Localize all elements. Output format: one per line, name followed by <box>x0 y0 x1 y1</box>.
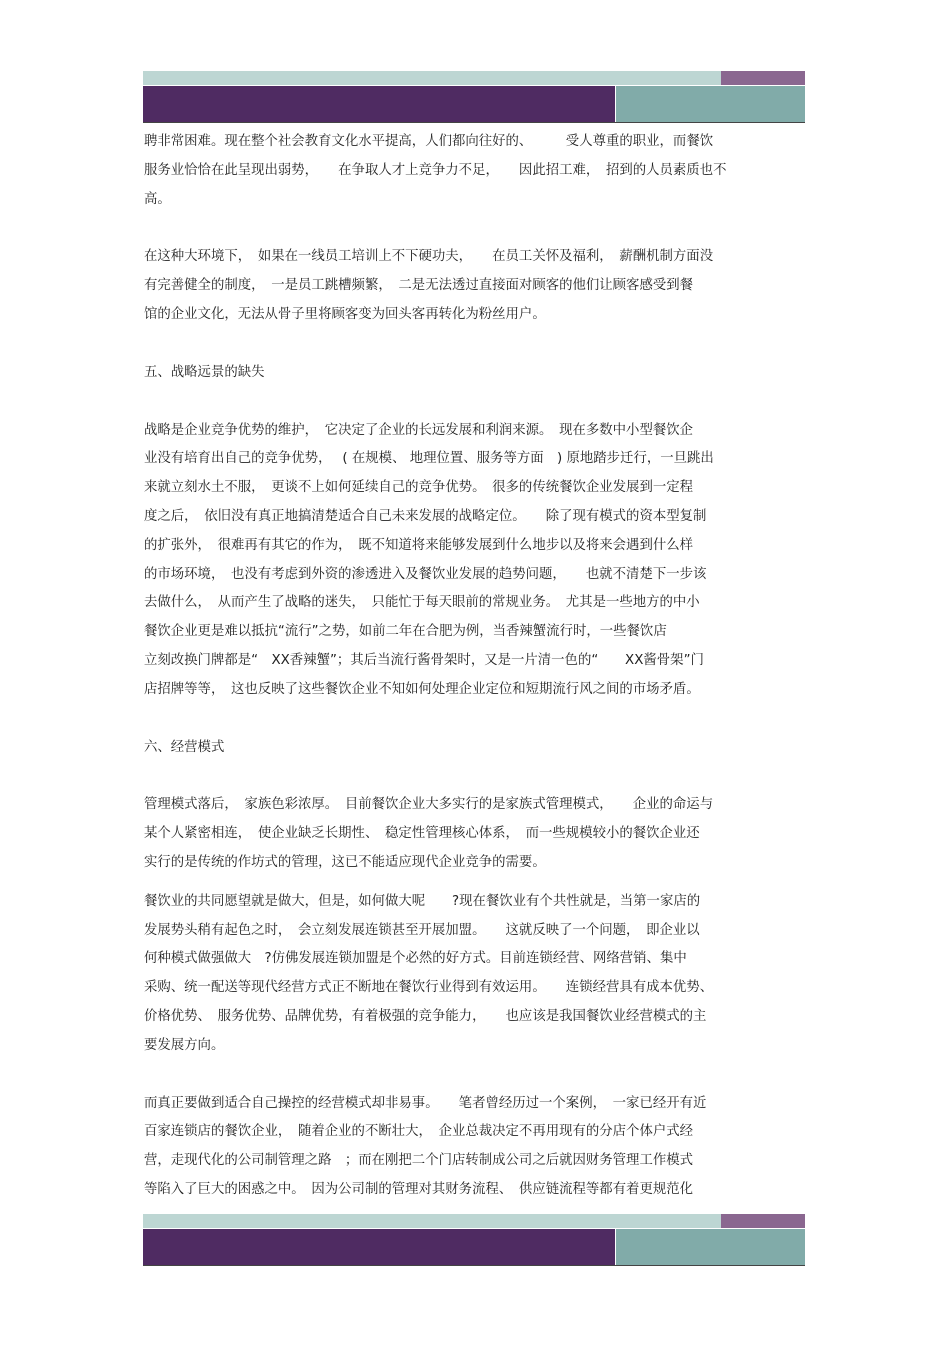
text-line: 度之后， 依旧没有真正地搞清楚适合自己未来发展的战略定位。 除了现有模式的资本型复制 <box>144 508 707 524</box>
paragraph <box>144 888 806 1061</box>
header-teal-block <box>616 86 805 122</box>
text-line: 高。 <box>144 191 171 207</box>
text-line: 某个人紧密相连， 使企业缺乏长期性、 稳定性管理核心体系， 而一些规模较小的餐饮企业还 <box>144 826 700 842</box>
text-line: 实行的是传统的作坊式的管理，这已不能适应现代企业竞争的需要。 <box>144 854 546 870</box>
text-line: 战略是企业竞争优势的维护， 它决定了企业的长远发展和利润来源。 现在多数中小型餐饮企 <box>144 422 694 438</box>
text-line: 采购、统一配送等现代经营方式正不断地在餐饮行业得到有效运用。 连锁经营具有成本优势、 <box>144 980 714 996</box>
header-purple-tab <box>721 71 805 85</box>
footer-rule <box>143 1265 805 1266</box>
header-purple-block <box>143 86 615 122</box>
header-light-strip <box>143 71 721 85</box>
document-body <box>144 128 806 1205</box>
text-line: 要发展方向。 <box>144 1037 225 1053</box>
text-line: 业没有培育出自己的竞争优势， ( 在规模、 地理位置、服务等方面 ) 原地踏步迁行，一旦跳出 <box>144 451 714 467</box>
text-line: 营，走现代化的公司制管理之路 ；而在刚把二个门店转制成公司之后就因财务管理工作模式 <box>144 1153 694 1169</box>
text-line: 聘非常困难。现在整个社会教育文化水平提高，人们都向往好的、 受人尊重的职业，而餐饮 <box>144 134 714 149</box>
header-decoration-band <box>143 71 805 124</box>
text-line: 立刻改换门牌都是“ XX香辣蟹”；其后当流行酱骨架时，又是一片清一色的“ XX酱骨架”门 <box>144 652 704 668</box>
text-line: 来就立刻水土不服， 更谈不上如何延续自己的竞争优势。 很多的传统餐饮企业发展到一定程 <box>144 480 694 496</box>
text-line: 管理模式落后， 家族色彩浓厚。 目前餐饮企业大多实行的是家族式管理模式， 企业的命运与 <box>144 797 714 813</box>
paragraph <box>144 128 806 214</box>
paragraph <box>144 243 806 329</box>
paragraph <box>144 417 806 705</box>
footer-light-strip <box>143 1214 721 1228</box>
footer-purple-tab <box>721 1214 805 1228</box>
paragraph <box>144 1090 806 1205</box>
header-rule <box>143 122 805 123</box>
text-line: 何种模式做强做大 ?仿佛发展连锁加盟是个必然的好方式。目前连锁经营、网络营销、集中 <box>144 951 687 967</box>
text-line: 价格优势、 服务优势、品牌优势，有着极强的竞争能力， 也应该是我国餐饮业经营模式的主 <box>144 1008 707 1024</box>
text-line: 百家连锁店的餐饮企业， 随着企业的不断壮大， 企业总裁决定不再用现有的分店个体户式经 <box>144 1124 694 1140</box>
text-line: 餐饮企业更是难以抵抗“流行”之势，如前二年在合肥为例，当香辣蟹流行时，一些餐饮店 <box>144 624 667 640</box>
text-line: 等陷入了巨大的困惑之中。 因为公司制的管理对其财务流程、 供应链流程等都有着更规范化 <box>144 1181 694 1197</box>
footer-teal-block <box>616 1229 805 1265</box>
text-line: 而真正要做到适合自己操控的经营模式却非易事。 笔者曾经历过一个案例， 一家已经开有近 <box>144 1095 707 1111</box>
text-line: 服务业恰恰在此呈现出弱势， 在争取人才上竞争力不足， 因此招工难， 招到的人员素质也不 <box>144 162 727 178</box>
heading-text: 六、经营模式 <box>144 739 225 755</box>
heading-text: 五、战略远景的缺失 <box>144 364 265 380</box>
text-line: 餐饮业的共同愿望就是做大，但是，如何做大呢 ?现在餐饮业有个共性就是，当第一家店的 <box>144 893 701 909</box>
text-line: 的扩张外， 很难再有其它的作为， 既不知道将来能够发展到什么地步以及将来会遇到什么样 <box>144 537 694 553</box>
text-line: 馆的企业文化，无法从骨子里将顾客变为回头客再转化为粉丝用户。 <box>144 306 546 322</box>
section-heading <box>144 734 806 763</box>
paragraph <box>144 791 806 877</box>
text-line: 的市场环境， 也没有考虑到外资的渗透进入及餐饮业发展的趋势问题， 也就不清楚下一步该 <box>144 566 707 582</box>
text-line: 有完善健全的制度， 一是员工跳槽频繁， 二是无法透过直接面对顾客的他们让顾客感受到餐 <box>144 278 694 294</box>
footer-purple-block <box>143 1229 615 1265</box>
text-line: 在这种大环境下， 如果在一线员工培训上不下硬功夫， 在员工关怀及福利， 薪酬机制方面没 <box>144 249 714 265</box>
text-line: 发展势头稍有起色之时， 会立刻发展连锁甚至开展加盟。 这就反映了一个问题， 即企业以 <box>144 922 700 938</box>
section-heading <box>144 359 806 388</box>
text-line: 去做什么， 从而产生了战略的迷失， 只能忙于每天眼前的常规业务。 尤其是一些地方的中小 <box>144 595 700 611</box>
footer-decoration-band <box>143 1214 805 1267</box>
text-line: 店招牌等等， 这也反映了这些餐饮企业不知如何处理企业定位和短期流行风之间的市场矛盾。 <box>144 681 700 697</box>
